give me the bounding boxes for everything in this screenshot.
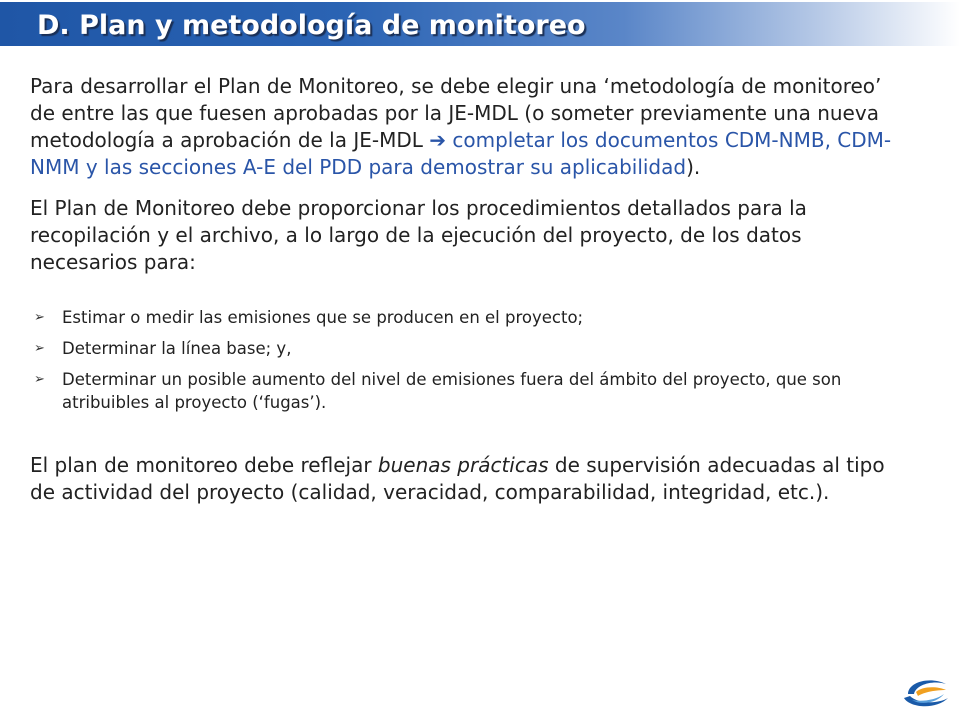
paragraph-1-highlight: completar los documentos CDM-NMB, CDM-NMM y las secciones A-E del PDD para demostrar su aplicabilidad xyxy=(30,128,892,179)
paragraph-3-rest: de supervisión adecuadas al tipo de actividad del proyecto (calidad, veracidad, comparabilidad, integridad, etc.). xyxy=(30,453,885,504)
list-item xyxy=(30,368,910,414)
paragraph-3-text: El plan de monitoreo debe reflejar xyxy=(30,453,378,477)
paragraph-plan-desarrollo xyxy=(30,73,910,181)
bullet-arrow-icon: ➢ xyxy=(34,372,45,387)
bullet-text: Determinar la línea base; y, xyxy=(62,339,292,358)
list-item xyxy=(30,306,910,329)
bullet-text: Determinar un posible aumento del nivel de emisiones fuera del ámbito del proyecto, que son atribuibles al proyecto (‘fugas’). xyxy=(62,370,842,412)
paragraph-1-text: Para desarrollar el Plan de Monitoreo, se debe elegir una ‘metodología de monitoreo’ de entre las que fuesen aprobadas por la JE-MDL (o someter previamente una nueva metodología a aprobación de la JE-MDL xyxy=(30,74,882,152)
slide-content xyxy=(30,73,910,506)
page-title: D. Plan y metodología de monitoreo xyxy=(37,10,586,41)
bullet-list xyxy=(30,306,910,414)
organization-logo-icon xyxy=(900,672,952,712)
paragraph-plan-procedimientos: El Plan de Monitoreo debe proporcionar los procedimientos detallados para la recopilación y el archivo, a lo largo de la ejecución del proyecto, de los datos necesarios para: xyxy=(30,196,807,274)
bullet-text: Estimar o medir las emisiones que se producen en el proyecto; xyxy=(62,308,584,327)
bullet-arrow-icon: ➢ xyxy=(34,341,45,356)
paragraph-1-end: ). xyxy=(686,155,701,179)
title-bar xyxy=(0,2,960,46)
list-item xyxy=(30,337,910,360)
bullet-arrow-icon: ➢ xyxy=(34,310,45,325)
arrow-right-icon: ➔ xyxy=(429,128,447,152)
paragraph-buenas-practicas xyxy=(30,452,910,506)
paragraph-3-italic: buenas prácticas xyxy=(377,453,549,477)
